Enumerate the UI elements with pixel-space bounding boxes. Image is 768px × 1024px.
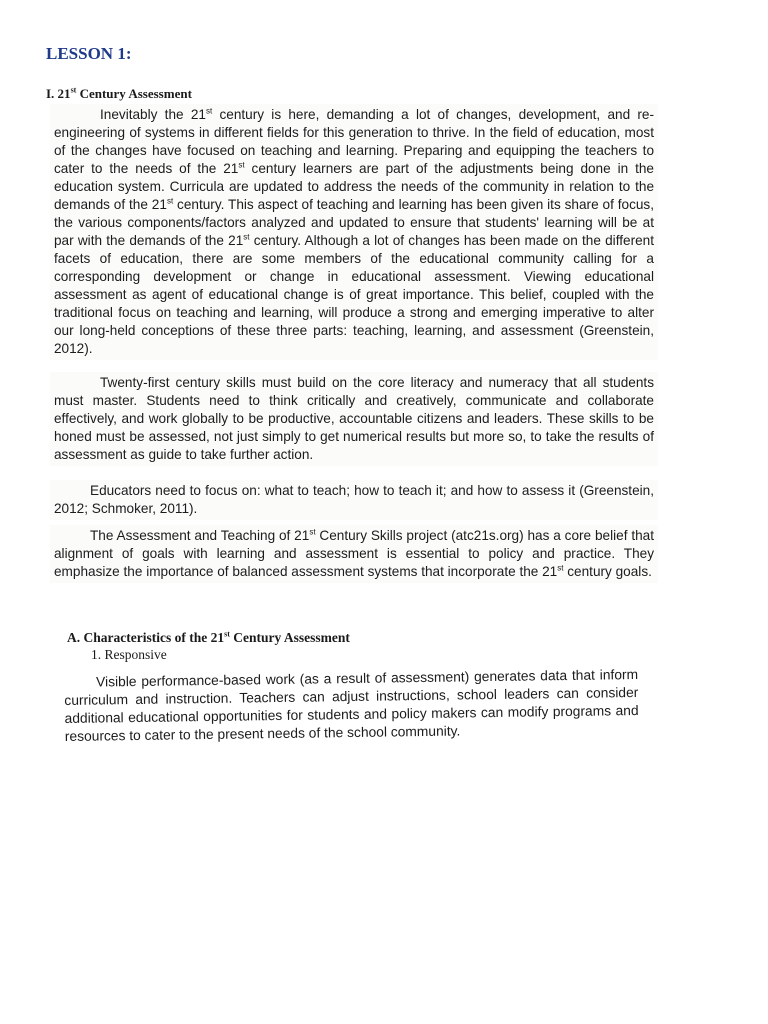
paragraph-educators: Educators need to focus on: what to teach; how to teach it; and how to assess it (Greenstein, 2012; Schmoker, 2011). [50, 480, 658, 520]
paragraph-intro: Inevitably the 21st century is here, demanding a lot of changes, development, and re-engineering of systems in different fields for this generation to thrive. In the field of education, most of the changes have focused on teaching and learning. Preparing and equipping the teachers to cater to the needs of the 21st century learners are part of the adjustments being done in the education system. Curricula are updated to address the needs of the community in relation to the demands of the 21st century. This aspect of teaching and learning has been given its share of focus, the various components/factors analyzed and updated to ensure that students' learning will be at par with the demands of the 21st century. Although a lot of changes has been made on the different facets of education, there are some members of the educational community calling for a corresponding development or change in educational assessment. Viewing educational assessment as agent of educational change is of great importance. This belief, coupled with the traditional focus on teaching and learning, will produce a strong and emerging imperative to alter our long-held conceptions of these three parts: teaching, learning, and assessment (Greenstein, 2012). [50, 104, 658, 360]
paragraph-skills: Twenty-first century skills must build on the core literacy and numeracy that all students must master. Students need to think critically and creatively, communicate and collaborate effectively, and work globally to be productive, accountable citizens and leaders. These skills to be honed must be assessed, not just simply to get numerical results but more so, to take the results of assessment as guide to take further action. [50, 372, 658, 466]
characteristics-heading: A. Characteristics of the 21st Century Assessment [67, 629, 350, 645]
paragraph-atc21s: The Assessment and Teaching of 21st Century Skills project (atc21s.org) has a core belief that alignment of goals with learning and assessment is essential to policy and practice. They emphasize the importance of balanced assessment systems that incorporate the 21st century goals. [50, 525, 658, 583]
list-item-responsive: 1. Responsive [91, 647, 167, 662]
lesson-title: LESSON 1: [46, 44, 132, 63]
section-heading: I. 21st Century Assessment [46, 85, 192, 101]
paragraph-responsive: Visible performance-based work (as a result of assessment) generates data that inform curriculum and instruction. Teachers can adjust instructions, school leaders can consider additional educational opportunities for students and policy makers can modify programs and resources to cater to the present needs of the school community. [64, 666, 639, 744]
